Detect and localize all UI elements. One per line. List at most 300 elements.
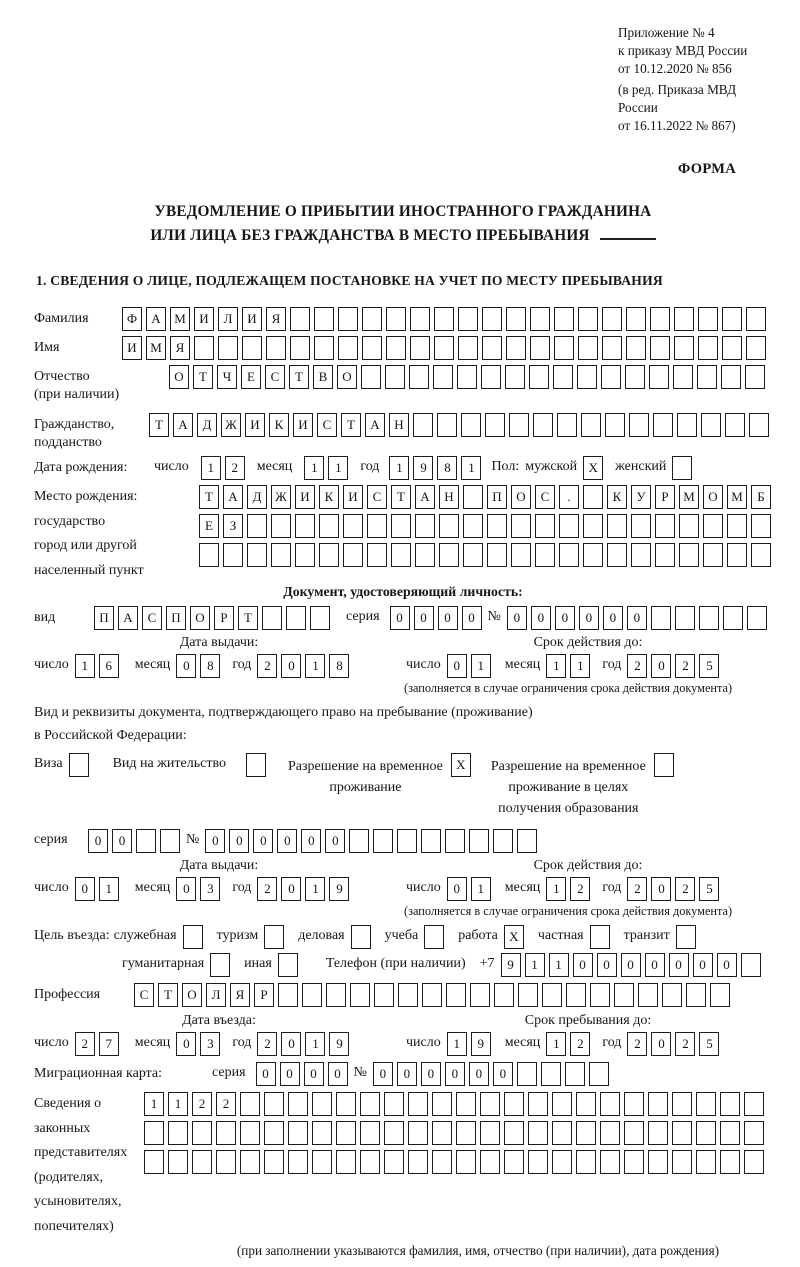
form-cell[interactable] [746, 336, 766, 360]
form-cell[interactable] [240, 1092, 260, 1116]
form-cell[interactable] [408, 1121, 428, 1145]
form-cell[interactable] [336, 1121, 356, 1145]
form-cell[interactable] [481, 365, 501, 389]
form-cell[interactable] [338, 336, 358, 360]
form-cell[interactable] [360, 1092, 380, 1116]
form-cell[interactable] [194, 336, 214, 360]
form-cell[interactable] [487, 514, 507, 538]
form-cell[interactable] [698, 336, 718, 360]
form-cell[interactable]: 0 [205, 829, 225, 853]
form-cell[interactable] [288, 1121, 308, 1145]
form-cell[interactable] [626, 336, 646, 360]
form-cell[interactable]: 1 [99, 877, 119, 901]
form-cell[interactable] [662, 983, 682, 1007]
form-cell[interactable]: 0 [281, 1032, 301, 1056]
form-cell[interactable] [553, 365, 573, 389]
form-cell[interactable] [69, 753, 89, 777]
form-cell[interactable] [246, 753, 266, 777]
form-cell[interactable]: 2 [75, 1032, 95, 1056]
form-cell[interactable] [240, 1150, 260, 1174]
form-cell[interactable]: Л [206, 983, 226, 1007]
form-cell[interactable]: 0 [645, 953, 665, 977]
form-cell[interactable] [720, 1121, 740, 1145]
form-cell[interactable] [264, 1150, 284, 1174]
form-cell[interactable] [624, 1150, 644, 1174]
form-cell[interactable]: К [269, 413, 289, 437]
form-cell[interactable] [578, 336, 598, 360]
form-cell[interactable]: X [583, 456, 603, 480]
form-cell[interactable]: 1 [471, 877, 491, 901]
form-cell[interactable]: В [313, 365, 333, 389]
form-cell[interactable] [210, 953, 230, 977]
form-cell[interactable] [458, 307, 478, 331]
form-cell[interactable] [264, 1092, 284, 1116]
form-cell[interactable]: П [166, 606, 186, 630]
form-cell[interactable] [349, 829, 369, 853]
form-cell[interactable] [506, 307, 526, 331]
form-cell[interactable] [458, 336, 478, 360]
form-cell[interactable] [559, 543, 579, 567]
form-cell[interactable]: 0 [621, 953, 641, 977]
form-cell[interactable] [437, 413, 457, 437]
form-cell[interactable]: . [559, 485, 579, 509]
form-cell[interactable] [463, 543, 483, 567]
form-cell[interactable] [624, 1092, 644, 1116]
form-cell[interactable] [343, 543, 363, 567]
form-cell[interactable]: К [607, 485, 627, 509]
form-cell[interactable] [746, 307, 766, 331]
form-cell[interactable] [457, 365, 477, 389]
form-cell[interactable]: 1 [546, 654, 566, 678]
form-cell[interactable] [264, 925, 284, 949]
form-cell[interactable] [703, 514, 723, 538]
form-cell[interactable] [314, 307, 334, 331]
form-cell[interactable]: З [223, 514, 243, 538]
form-cell[interactable]: 1 [305, 1032, 325, 1056]
form-cell[interactable] [650, 307, 670, 331]
form-cell[interactable]: 0 [693, 953, 713, 977]
form-cell[interactable] [697, 365, 717, 389]
form-cell[interactable] [672, 456, 692, 480]
form-cell[interactable]: 9 [501, 953, 521, 977]
form-cell[interactable] [482, 336, 502, 360]
form-cell[interactable] [590, 925, 610, 949]
form-cell[interactable] [271, 514, 291, 538]
form-cell[interactable]: М [146, 336, 166, 360]
form-cell[interactable]: 1 [546, 877, 566, 901]
form-cell[interactable] [601, 365, 621, 389]
form-cell[interactable] [136, 829, 156, 853]
form-cell[interactable]: Т [238, 606, 258, 630]
form-cell[interactable] [701, 413, 721, 437]
form-cell[interactable] [367, 514, 387, 538]
form-cell[interactable] [242, 336, 262, 360]
form-cell[interactable]: 0 [176, 877, 196, 901]
form-cell[interactable] [559, 514, 579, 538]
form-cell[interactable] [433, 365, 453, 389]
form-cell[interactable] [362, 307, 382, 331]
form-cell[interactable] [456, 1121, 476, 1145]
form-cell[interactable] [749, 413, 769, 437]
form-cell[interactable]: Р [655, 485, 675, 509]
form-cell[interactable]: 0 [531, 606, 551, 630]
form-cell[interactable]: О [182, 983, 202, 1007]
form-cell[interactable] [168, 1150, 188, 1174]
form-cell[interactable] [722, 336, 742, 360]
form-cell[interactable]: Е [199, 514, 219, 538]
form-cell[interactable]: 1 [328, 456, 348, 480]
form-cell[interactable] [741, 953, 761, 977]
form-cell[interactable]: 0 [397, 1062, 417, 1086]
form-cell[interactable] [351, 925, 371, 949]
form-cell[interactable]: А [146, 307, 166, 331]
form-cell[interactable]: Д [197, 413, 217, 437]
form-cell[interactable] [271, 543, 291, 567]
form-cell[interactable]: 0 [112, 829, 132, 853]
form-cell[interactable]: И [122, 336, 142, 360]
form-cell[interactable] [509, 413, 529, 437]
form-cell[interactable] [456, 1150, 476, 1174]
form-cell[interactable] [408, 1150, 428, 1174]
form-cell[interactable] [578, 307, 598, 331]
form-cell[interactable]: 0 [253, 829, 273, 853]
form-cell[interactable] [725, 413, 745, 437]
form-cell[interactable] [679, 514, 699, 538]
form-cell[interactable]: Ф [122, 307, 142, 331]
form-cell[interactable] [744, 1121, 764, 1145]
form-cell[interactable] [326, 983, 346, 1007]
form-cell[interactable] [576, 1150, 596, 1174]
form-cell[interactable]: А [173, 413, 193, 437]
form-cell[interactable]: С [134, 983, 154, 1007]
form-cell[interactable]: 0 [445, 1062, 465, 1086]
form-cell[interactable] [554, 307, 574, 331]
form-cell[interactable]: 0 [493, 1062, 513, 1086]
form-cell[interactable] [439, 514, 459, 538]
form-cell[interactable] [470, 983, 490, 1007]
form-cell[interactable] [384, 1121, 404, 1145]
form-cell[interactable]: 2 [627, 1032, 647, 1056]
form-cell[interactable] [446, 983, 466, 1007]
form-cell[interactable] [266, 336, 286, 360]
form-cell[interactable] [583, 514, 603, 538]
form-cell[interactable] [720, 1092, 740, 1116]
form-cell[interactable] [674, 307, 694, 331]
form-cell[interactable] [638, 983, 658, 1007]
form-cell[interactable]: 0 [447, 877, 467, 901]
form-cell[interactable] [552, 1092, 572, 1116]
form-cell[interactable] [528, 1150, 548, 1174]
form-cell[interactable]: 3 [200, 877, 220, 901]
form-cell[interactable]: 1 [471, 654, 491, 678]
form-cell[interactable] [607, 543, 627, 567]
form-cell[interactable]: 0 [717, 953, 737, 977]
form-cell[interactable]: 0 [651, 1032, 671, 1056]
form-cell[interactable]: А [365, 413, 385, 437]
form-cell[interactable]: 2 [570, 1032, 590, 1056]
form-cell[interactable] [506, 336, 526, 360]
form-cell[interactable]: 0 [462, 606, 482, 630]
form-cell[interactable]: 1 [305, 654, 325, 678]
form-cell[interactable]: С [317, 413, 337, 437]
form-cell[interactable] [312, 1121, 332, 1145]
form-cell[interactable]: 1 [304, 456, 324, 480]
form-cell[interactable] [672, 1092, 692, 1116]
form-cell[interactable] [703, 543, 723, 567]
form-cell[interactable] [511, 514, 531, 538]
form-cell[interactable]: 0 [573, 953, 593, 977]
form-cell[interactable]: И [194, 307, 214, 331]
form-cell[interactable]: Ч [217, 365, 237, 389]
form-cell[interactable]: 2 [225, 456, 245, 480]
form-cell[interactable] [626, 307, 646, 331]
form-cell[interactable]: 2 [257, 877, 277, 901]
form-cell[interactable]: П [487, 485, 507, 509]
form-cell[interactable]: 9 [413, 456, 433, 480]
form-cell[interactable]: 5 [699, 877, 719, 901]
form-cell[interactable] [312, 1092, 332, 1116]
form-cell[interactable] [614, 983, 634, 1007]
form-cell[interactable]: 8 [437, 456, 457, 480]
form-cell[interactable] [744, 1092, 764, 1116]
form-cell[interactable] [723, 606, 743, 630]
form-cell[interactable]: 1 [461, 456, 481, 480]
form-cell[interactable] [648, 1150, 668, 1174]
form-cell[interactable] [424, 925, 444, 949]
form-cell[interactable] [727, 514, 747, 538]
form-cell[interactable] [295, 514, 315, 538]
form-cell[interactable]: 8 [200, 654, 220, 678]
form-cell[interactable]: 8 [329, 654, 349, 678]
form-cell[interactable]: М [170, 307, 190, 331]
form-cell[interactable]: X [451, 753, 471, 777]
form-cell[interactable] [350, 983, 370, 1007]
form-cell[interactable] [338, 307, 358, 331]
form-cell[interactable] [674, 336, 694, 360]
form-cell[interactable] [247, 543, 267, 567]
form-cell[interactable] [482, 307, 502, 331]
form-cell[interactable]: Е [241, 365, 261, 389]
form-cell[interactable] [288, 1150, 308, 1174]
form-cell[interactable] [422, 983, 442, 1007]
form-cell[interactable]: 0 [438, 606, 458, 630]
form-cell[interactable]: 2 [627, 877, 647, 901]
form-cell[interactable]: 0 [325, 829, 345, 853]
form-cell[interactable] [247, 514, 267, 538]
form-cell[interactable] [409, 365, 429, 389]
form-cell[interactable]: 0 [651, 654, 671, 678]
form-cell[interactable] [463, 514, 483, 538]
form-cell[interactable]: 2 [257, 1032, 277, 1056]
form-cell[interactable] [576, 1092, 596, 1116]
form-cell[interactable] [581, 413, 601, 437]
form-cell[interactable] [530, 336, 550, 360]
form-cell[interactable] [552, 1150, 572, 1174]
form-cell[interactable] [583, 485, 603, 509]
form-cell[interactable]: 9 [329, 877, 349, 901]
form-cell[interactable]: Т [149, 413, 169, 437]
form-cell[interactable]: Т [341, 413, 361, 437]
form-cell[interactable] [218, 336, 238, 360]
form-cell[interactable] [487, 543, 507, 567]
form-cell[interactable] [747, 606, 767, 630]
form-cell[interactable] [518, 983, 538, 1007]
form-cell[interactable] [302, 983, 322, 1007]
form-cell[interactable] [432, 1121, 452, 1145]
form-cell[interactable] [456, 1092, 476, 1116]
form-cell[interactable] [494, 983, 514, 1007]
form-cell[interactable] [192, 1150, 212, 1174]
form-cell[interactable]: И [245, 413, 265, 437]
form-cell[interactable] [676, 925, 696, 949]
form-cell[interactable]: 1 [168, 1092, 188, 1116]
form-cell[interactable] [360, 1150, 380, 1174]
form-cell[interactable]: 5 [699, 1032, 719, 1056]
form-cell[interactable] [144, 1150, 164, 1174]
form-cell[interactable]: Р [214, 606, 234, 630]
form-cell[interactable]: 0 [281, 654, 301, 678]
form-cell[interactable] [434, 336, 454, 360]
form-cell[interactable] [535, 514, 555, 538]
form-cell[interactable]: 0 [256, 1062, 276, 1086]
form-cell[interactable] [469, 829, 489, 853]
form-cell[interactable]: К [319, 485, 339, 509]
form-cell[interactable]: Ж [221, 413, 241, 437]
form-cell[interactable]: А [118, 606, 138, 630]
form-cell[interactable] [408, 1092, 428, 1116]
form-cell[interactable] [144, 1121, 164, 1145]
form-cell[interactable]: 3 [200, 1032, 220, 1056]
form-cell[interactable] [696, 1150, 716, 1174]
form-cell[interactable] [751, 514, 771, 538]
form-cell[interactable] [319, 543, 339, 567]
form-cell[interactable]: 1 [389, 456, 409, 480]
form-cell[interactable] [675, 606, 695, 630]
form-cell[interactable] [461, 413, 481, 437]
form-cell[interactable]: 1 [525, 953, 545, 977]
form-cell[interactable] [504, 1121, 524, 1145]
form-cell[interactable]: П [94, 606, 114, 630]
form-cell[interactable]: 0 [555, 606, 575, 630]
form-cell[interactable]: 0 [176, 1032, 196, 1056]
form-cell[interactable] [391, 514, 411, 538]
form-cell[interactable] [480, 1121, 500, 1145]
form-cell[interactable]: О [190, 606, 210, 630]
form-cell[interactable]: 0 [75, 877, 95, 901]
form-cell[interactable] [565, 1062, 585, 1086]
form-cell[interactable] [517, 1062, 537, 1086]
form-cell[interactable] [600, 1150, 620, 1174]
form-cell[interactable] [722, 307, 742, 331]
form-cell[interactable] [367, 543, 387, 567]
form-cell[interactable] [421, 829, 441, 853]
form-cell[interactable]: Н [389, 413, 409, 437]
form-cell[interactable]: 1 [447, 1032, 467, 1056]
form-cell[interactable]: И [242, 307, 262, 331]
form-cell[interactable] [530, 307, 550, 331]
form-cell[interactable] [216, 1121, 236, 1145]
form-cell[interactable]: X [504, 925, 524, 949]
form-cell[interactable]: А [415, 485, 435, 509]
form-cell[interactable] [651, 606, 671, 630]
form-cell[interactable]: 0 [88, 829, 108, 853]
form-cell[interactable]: Я [230, 983, 250, 1007]
form-cell[interactable] [696, 1121, 716, 1145]
form-cell[interactable] [745, 365, 765, 389]
form-cell[interactable] [485, 413, 505, 437]
form-cell[interactable] [410, 336, 430, 360]
form-cell[interactable]: М [727, 485, 747, 509]
form-cell[interactable] [397, 829, 417, 853]
form-cell[interactable]: 2 [627, 654, 647, 678]
form-cell[interactable]: 0 [507, 606, 527, 630]
form-cell[interactable] [192, 1121, 212, 1145]
form-cell[interactable] [288, 1092, 308, 1116]
form-cell[interactable] [557, 413, 577, 437]
form-cell[interactable] [432, 1150, 452, 1174]
form-cell[interactable] [649, 365, 669, 389]
form-cell[interactable] [373, 829, 393, 853]
form-cell[interactable] [240, 1121, 260, 1145]
form-cell[interactable] [698, 307, 718, 331]
form-cell[interactable] [360, 1121, 380, 1145]
form-cell[interactable]: С [265, 365, 285, 389]
form-cell[interactable] [160, 829, 180, 853]
form-cell[interactable] [310, 606, 330, 630]
form-cell[interactable]: 0 [627, 606, 647, 630]
form-cell[interactable] [727, 543, 747, 567]
form-cell[interactable] [505, 365, 525, 389]
form-cell[interactable] [384, 1092, 404, 1116]
form-cell[interactable] [216, 1150, 236, 1174]
form-cell[interactable]: Б [751, 485, 771, 509]
form-cell[interactable]: 0 [280, 1062, 300, 1086]
form-cell[interactable] [336, 1092, 356, 1116]
form-cell[interactable]: Т [289, 365, 309, 389]
form-cell[interactable] [223, 543, 243, 567]
form-cell[interactable]: 0 [304, 1062, 324, 1086]
form-cell[interactable]: 1 [201, 456, 221, 480]
form-cell[interactable] [362, 336, 382, 360]
form-cell[interactable] [710, 983, 730, 1007]
form-cell[interactable]: А [223, 485, 243, 509]
form-cell[interactable] [589, 1062, 609, 1086]
form-cell[interactable]: Н [439, 485, 459, 509]
form-cell[interactable] [600, 1092, 620, 1116]
form-cell[interactable]: О [337, 365, 357, 389]
form-cell[interactable] [535, 543, 555, 567]
form-cell[interactable] [480, 1150, 500, 1174]
form-cell[interactable] [655, 514, 675, 538]
form-cell[interactable]: 0 [390, 606, 410, 630]
form-cell[interactable]: 0 [301, 829, 321, 853]
form-cell[interactable]: 2 [216, 1092, 236, 1116]
form-cell[interactable]: 2 [675, 654, 695, 678]
form-cell[interactable]: 0 [414, 606, 434, 630]
form-cell[interactable]: 0 [603, 606, 623, 630]
form-cell[interactable]: 2 [192, 1092, 212, 1116]
form-cell[interactable] [721, 365, 741, 389]
form-cell[interactable]: О [703, 485, 723, 509]
form-cell[interactable] [415, 514, 435, 538]
form-cell[interactable]: 2 [675, 1032, 695, 1056]
form-cell[interactable] [262, 606, 282, 630]
form-cell[interactable] [432, 1092, 452, 1116]
form-cell[interactable] [648, 1121, 668, 1145]
form-cell[interactable] [336, 1150, 356, 1174]
form-cell[interactable] [631, 543, 651, 567]
form-cell[interactable] [605, 413, 625, 437]
